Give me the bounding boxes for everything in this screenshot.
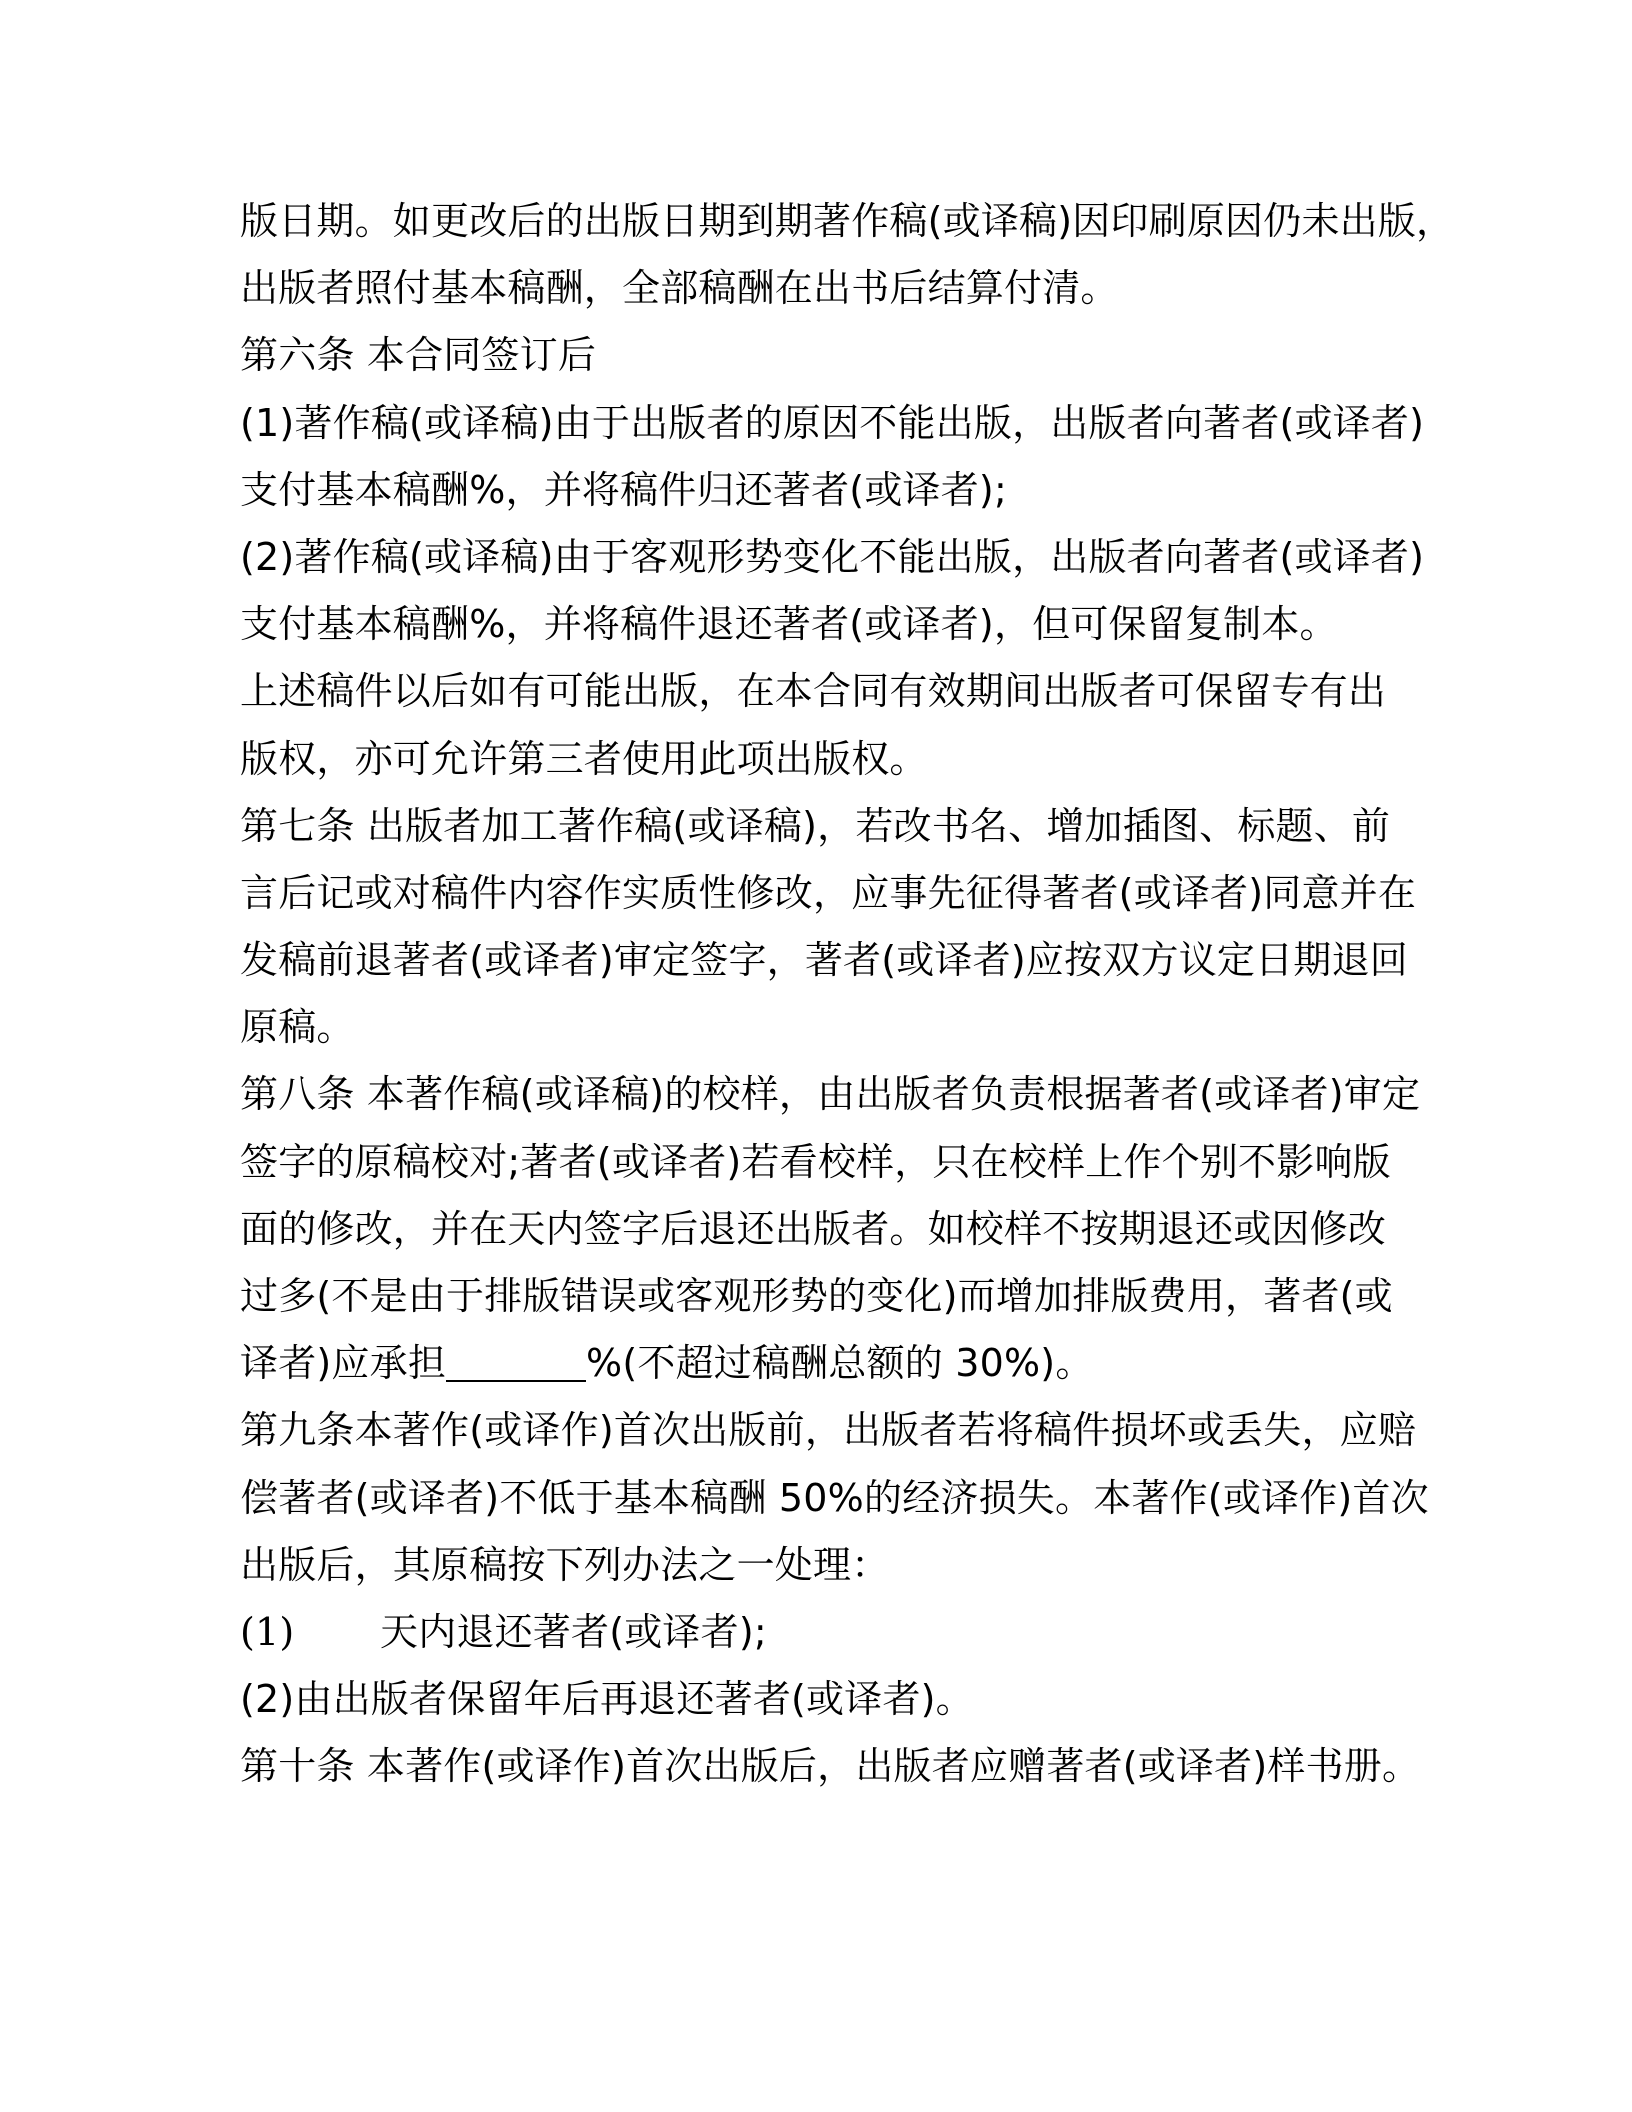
- text-line: 过多(不是由于排版错误或客观形势的变化)而增加排版费用，著者(或: [240, 1274, 1393, 1318]
- text-line: (1)著作稿(或译稿)由于出版者的原因不能出版，出版者向著者(或译者): [240, 400, 1425, 445]
- document-body: [240, 188, 1455, 1801]
- article-heading: 第六条 本合同签订后: [240, 333, 597, 378]
- text-line: 上述稿件以后如有可能出版，在本合同有效期间出版者可保留专有出: [240, 669, 1387, 714]
- list-item-number: (1): [240, 1609, 295, 1654]
- text-line: 出版者照付基本稿酬，全部稿酬在出书后结算付清。: [240, 266, 1119, 311]
- text-line: (2)著作稿(或译稿)由于客观形势变化不能出版，出版者向著者(或译者): [240, 534, 1425, 579]
- text-segment: %(不超过稿酬总额的 30%)。: [586, 1341, 1094, 1386]
- article-heading: 第十条 本著作(或译作)首次出版后，出版者应赠著者(或译者)样书册。: [240, 1744, 1421, 1789]
- list-item: [240, 1599, 1410, 1666]
- text-line: 版日期。如更改后的出版日期到期著作稿(或译稿)因印刷原因仍未出版，: [240, 199, 1455, 243]
- list-item-text: 天内退还著者(或译者);: [380, 1609, 767, 1654]
- text-line: 言后记或对稿件内容作实质性修改，应事先征得著者(或译者)同意并在: [240, 870, 1417, 915]
- text-line: 签字的原稿校对;著者(或译者)若看校样，只在校样上作个别不影响版: [240, 1139, 1391, 1184]
- text-line: 支付基本稿酬%，并将稿件归还著者(或译者);: [240, 467, 1007, 512]
- list-item: (2)由出版者保留年后再退还著者(或译者)。: [240, 1677, 974, 1722]
- text-segment: 译者)应承担: [240, 1341, 447, 1386]
- text-line: 发稿前退著者(或译者)审定签字，著者(或译者)应按双方议定日期退回: [240, 938, 1408, 983]
- text-line: 版权，亦可允许第三者使用此项出版权。: [240, 736, 928, 781]
- fill-in-blank: [446, 1340, 586, 1382]
- text-line: 原稿。: [240, 1005, 355, 1050]
- text-line: 支付基本稿酬%，并将稿件退还著者(或译者)，但可保留复制本。: [240, 602, 1338, 647]
- text-line: 偿著者(或译者)不低于基本稿酬 50%的经济损失。本著作(或译作)首次: [240, 1475, 1429, 1520]
- article-heading: 第八条 本著作稿(或译稿)的校样，由出版者负责根据著者(或译者)审定: [240, 1072, 1421, 1117]
- text-line: 面的修改，并在天内签字后退还出版者。如校样不按期退还或因修改: [240, 1206, 1387, 1251]
- text-line: 出版后，其原稿按下列办法之一处理：: [240, 1542, 890, 1587]
- article-heading: 第九条本著作(或译作)首次出版前，出版者若将稿件损坏或丢失，应赔: [240, 1408, 1417, 1453]
- article-heading: 第七条 出版者加工著作稿(或译稿)，若改书名、增加插图、标题、前: [240, 803, 1391, 848]
- text-line-with-blank: [240, 1330, 1410, 1397]
